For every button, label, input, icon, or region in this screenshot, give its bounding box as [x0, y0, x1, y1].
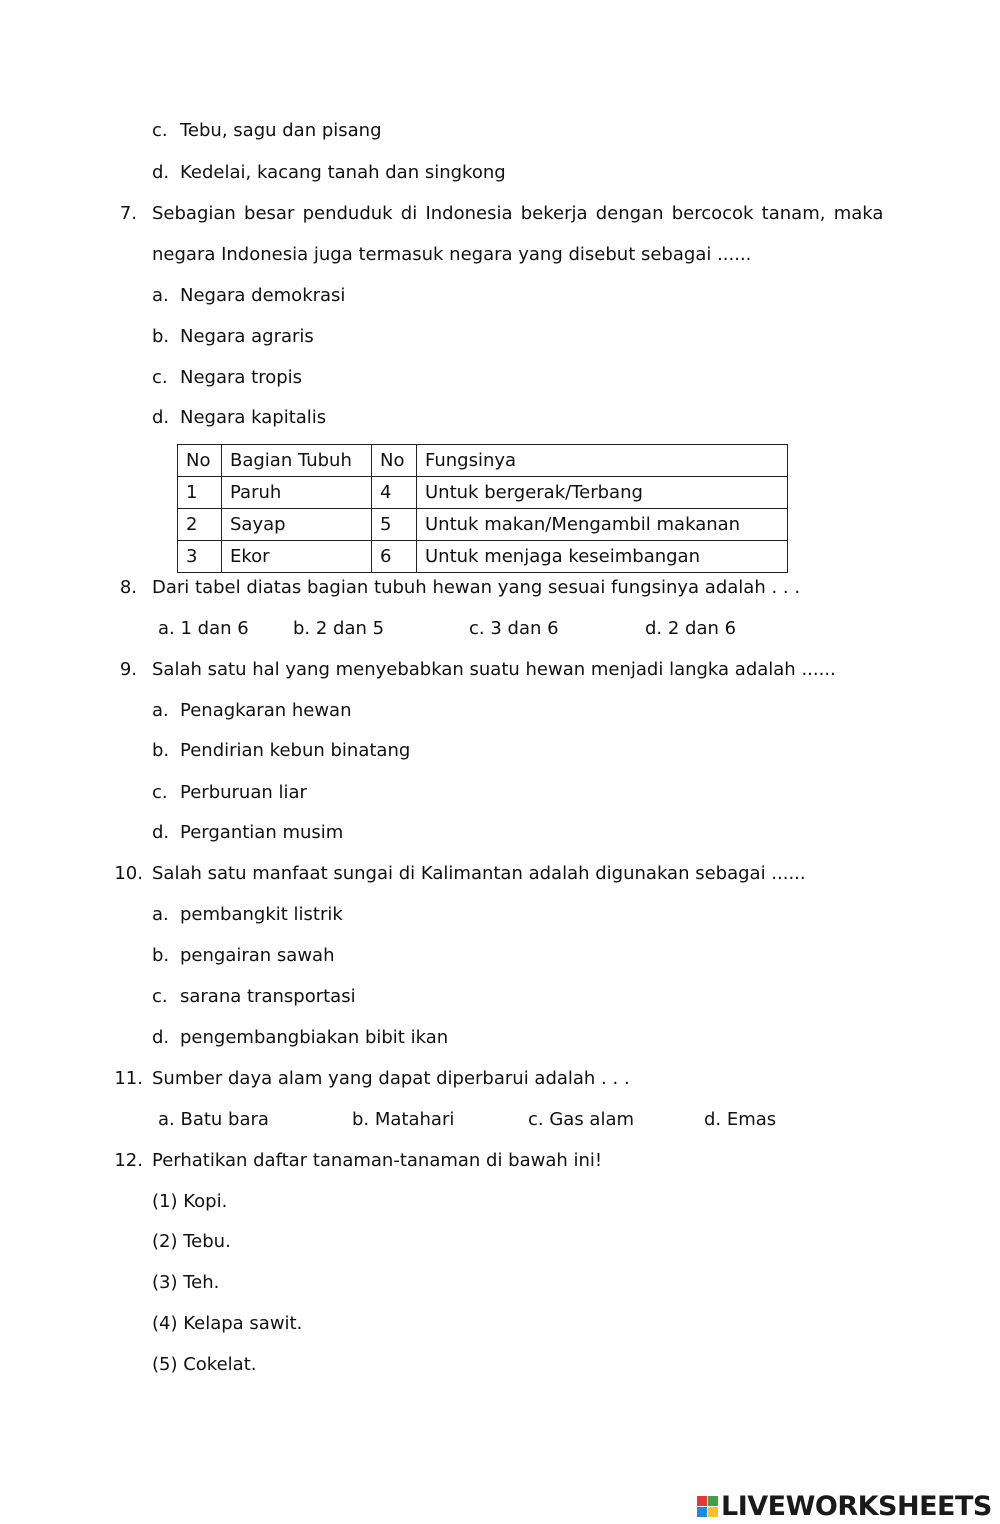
q9-option-a[interactable] — [152, 700, 352, 722]
option-letter: d. — [152, 822, 170, 843]
option-text: Negara demokrasi — [180, 285, 346, 306]
table-cell: Fungsinya — [417, 445, 788, 477]
q10-option-c[interactable] — [152, 986, 356, 1008]
logo-block — [697, 1496, 707, 1506]
option-text: pembangkit listrik — [180, 904, 343, 925]
table-cell: No — [372, 445, 417, 477]
q8-option-b[interactable]: b. 2 dan 5 — [293, 618, 385, 639]
q10-option-b[interactable] — [152, 945, 335, 967]
q10-option-d[interactable] — [152, 1027, 448, 1049]
q9-option-b[interactable] — [152, 740, 410, 762]
table-cell: Ekor — [222, 541, 372, 573]
table-cell: Paruh — [222, 477, 372, 509]
logo-text: LIVEWORKSHEETS — [721, 1491, 992, 1522]
option-text: Pendirian kebun binatang — [180, 740, 411, 761]
table-cell: Untuk makan/Mengambil makanan — [417, 509, 788, 541]
body-parts-table — [177, 444, 788, 573]
option-text: Penagkaran hewan — [180, 700, 352, 721]
q10-number: 10. — [114, 863, 143, 884]
option-letter: a. — [152, 700, 169, 721]
q8-option-a[interactable]: a. 1 dan 6 — [158, 618, 249, 639]
option-letter: d. — [152, 1027, 170, 1048]
option-text: pengembangbiakan bibit ikan — [180, 1027, 449, 1048]
table-cell: 4 — [372, 477, 417, 509]
option-letter: b. — [152, 740, 170, 761]
table-cell: No — [178, 445, 222, 477]
option-text: Negara tropis — [180, 367, 303, 388]
table-row — [178, 541, 788, 573]
table-cell: 5 — [372, 509, 417, 541]
table-row — [178, 477, 788, 509]
table-cell: 1 — [178, 477, 222, 509]
option-letter: b. — [152, 945, 170, 966]
q11-option-a[interactable]: a. Batu bara — [158, 1109, 269, 1130]
q9-number: 9. — [119, 659, 137, 680]
q6-option-c[interactable] — [152, 120, 382, 142]
list-item: (5) Cokelat. — [152, 1354, 257, 1375]
list-item: (3) Teh. — [152, 1272, 220, 1293]
option-letter: d. — [152, 162, 170, 183]
option-text: sarana transportasi — [180, 986, 356, 1007]
q10-option-a[interactable] — [152, 904, 343, 926]
q6-option-d[interactable] — [152, 162, 506, 184]
option-text: Negara agraris — [180, 326, 314, 347]
q7-option-d[interactable] — [152, 407, 326, 429]
table-cell: 6 — [372, 541, 417, 573]
table-row — [178, 445, 788, 477]
list-item: (4) Kelapa sawit. — [152, 1313, 303, 1334]
q11-option-d[interactable]: d. Emas — [704, 1109, 777, 1130]
option-text: Negara kapitalis — [180, 407, 327, 428]
option-letter: a. — [152, 904, 169, 925]
table-cell: Bagian Tubuh — [222, 445, 372, 477]
q11-question: Sumber daya alam yang dapat diperbarui adalah . . . — [152, 1068, 630, 1089]
q7-question-line1: Sebagian besar penduduk di Indonesia bekerja dengan bercocok tanam, maka — [152, 203, 884, 224]
q8-option-d[interactable]: d. 2 dan 6 — [645, 618, 737, 639]
option-letter: d. — [152, 407, 170, 428]
list-item: (1) Kopi. — [152, 1191, 228, 1212]
q7-option-c[interactable] — [152, 367, 302, 389]
option-text: pengairan sawah — [180, 945, 335, 966]
option-text: Perburuan liar — [180, 782, 307, 803]
option-letter: c. — [152, 120, 168, 141]
option-letter: c. — [152, 986, 168, 1007]
table-cell: 3 — [178, 541, 222, 573]
option-letter: c. — [152, 782, 168, 803]
q7-option-b[interactable] — [152, 326, 314, 348]
table-row — [178, 509, 788, 541]
option-letter: a. — [152, 285, 169, 306]
q8-question: Dari tabel diatas bagian tubuh hewan yang sesuai fungsinya adalah . . . — [152, 577, 801, 598]
q11-number: 11. — [114, 1068, 143, 1089]
q11-option-b[interactable]: b. Matahari — [352, 1109, 455, 1130]
liveworksheets-logo — [697, 1491, 992, 1522]
table-cell: 2 — [178, 509, 222, 541]
option-text: Pergantian musim — [180, 822, 344, 843]
option-text: Kedelai, kacang tanah dan singkong — [180, 162, 506, 183]
q9-question: Salah satu hal yang menyebabkan suatu hewan menjadi langka adalah ...... — [152, 659, 836, 680]
logo-block — [697, 1507, 707, 1517]
option-letter: c. — [152, 367, 168, 388]
table-cell: Untuk menjaga keseimbangan — [417, 541, 788, 573]
table-cell: Sayap — [222, 509, 372, 541]
logo-block — [708, 1507, 718, 1517]
logo-block — [708, 1496, 718, 1506]
table-cell: Untuk bergerak/Terbang — [417, 477, 788, 509]
option-letter: b. — [152, 326, 170, 347]
option-text: Tebu, sagu dan pisang — [180, 120, 382, 141]
q12-question: Perhatikan daftar tanaman-tanaman di bawah ini! — [152, 1150, 603, 1171]
q12-number: 12. — [114, 1150, 143, 1171]
q10-question: Salah satu manfaat sungai di Kalimantan adalah digunakan sebagai ...... — [152, 863, 806, 884]
q7-number: 7. — [119, 203, 137, 224]
q8-number: 8. — [119, 577, 137, 598]
list-item: (2) Tebu. — [152, 1231, 231, 1252]
q7-question-line2: negara Indonesia juga termasuk negara yang disebut sebagai ...... — [152, 244, 752, 265]
q7-option-a[interactable] — [152, 285, 345, 307]
q9-option-c[interactable] — [152, 782, 307, 804]
q9-option-d[interactable] — [152, 822, 343, 844]
q11-option-c[interactable]: c. Gas alam — [528, 1109, 635, 1130]
q8-option-c[interactable]: c. 3 dan 6 — [469, 618, 559, 639]
logo-blocks-icon — [697, 1496, 718, 1517]
